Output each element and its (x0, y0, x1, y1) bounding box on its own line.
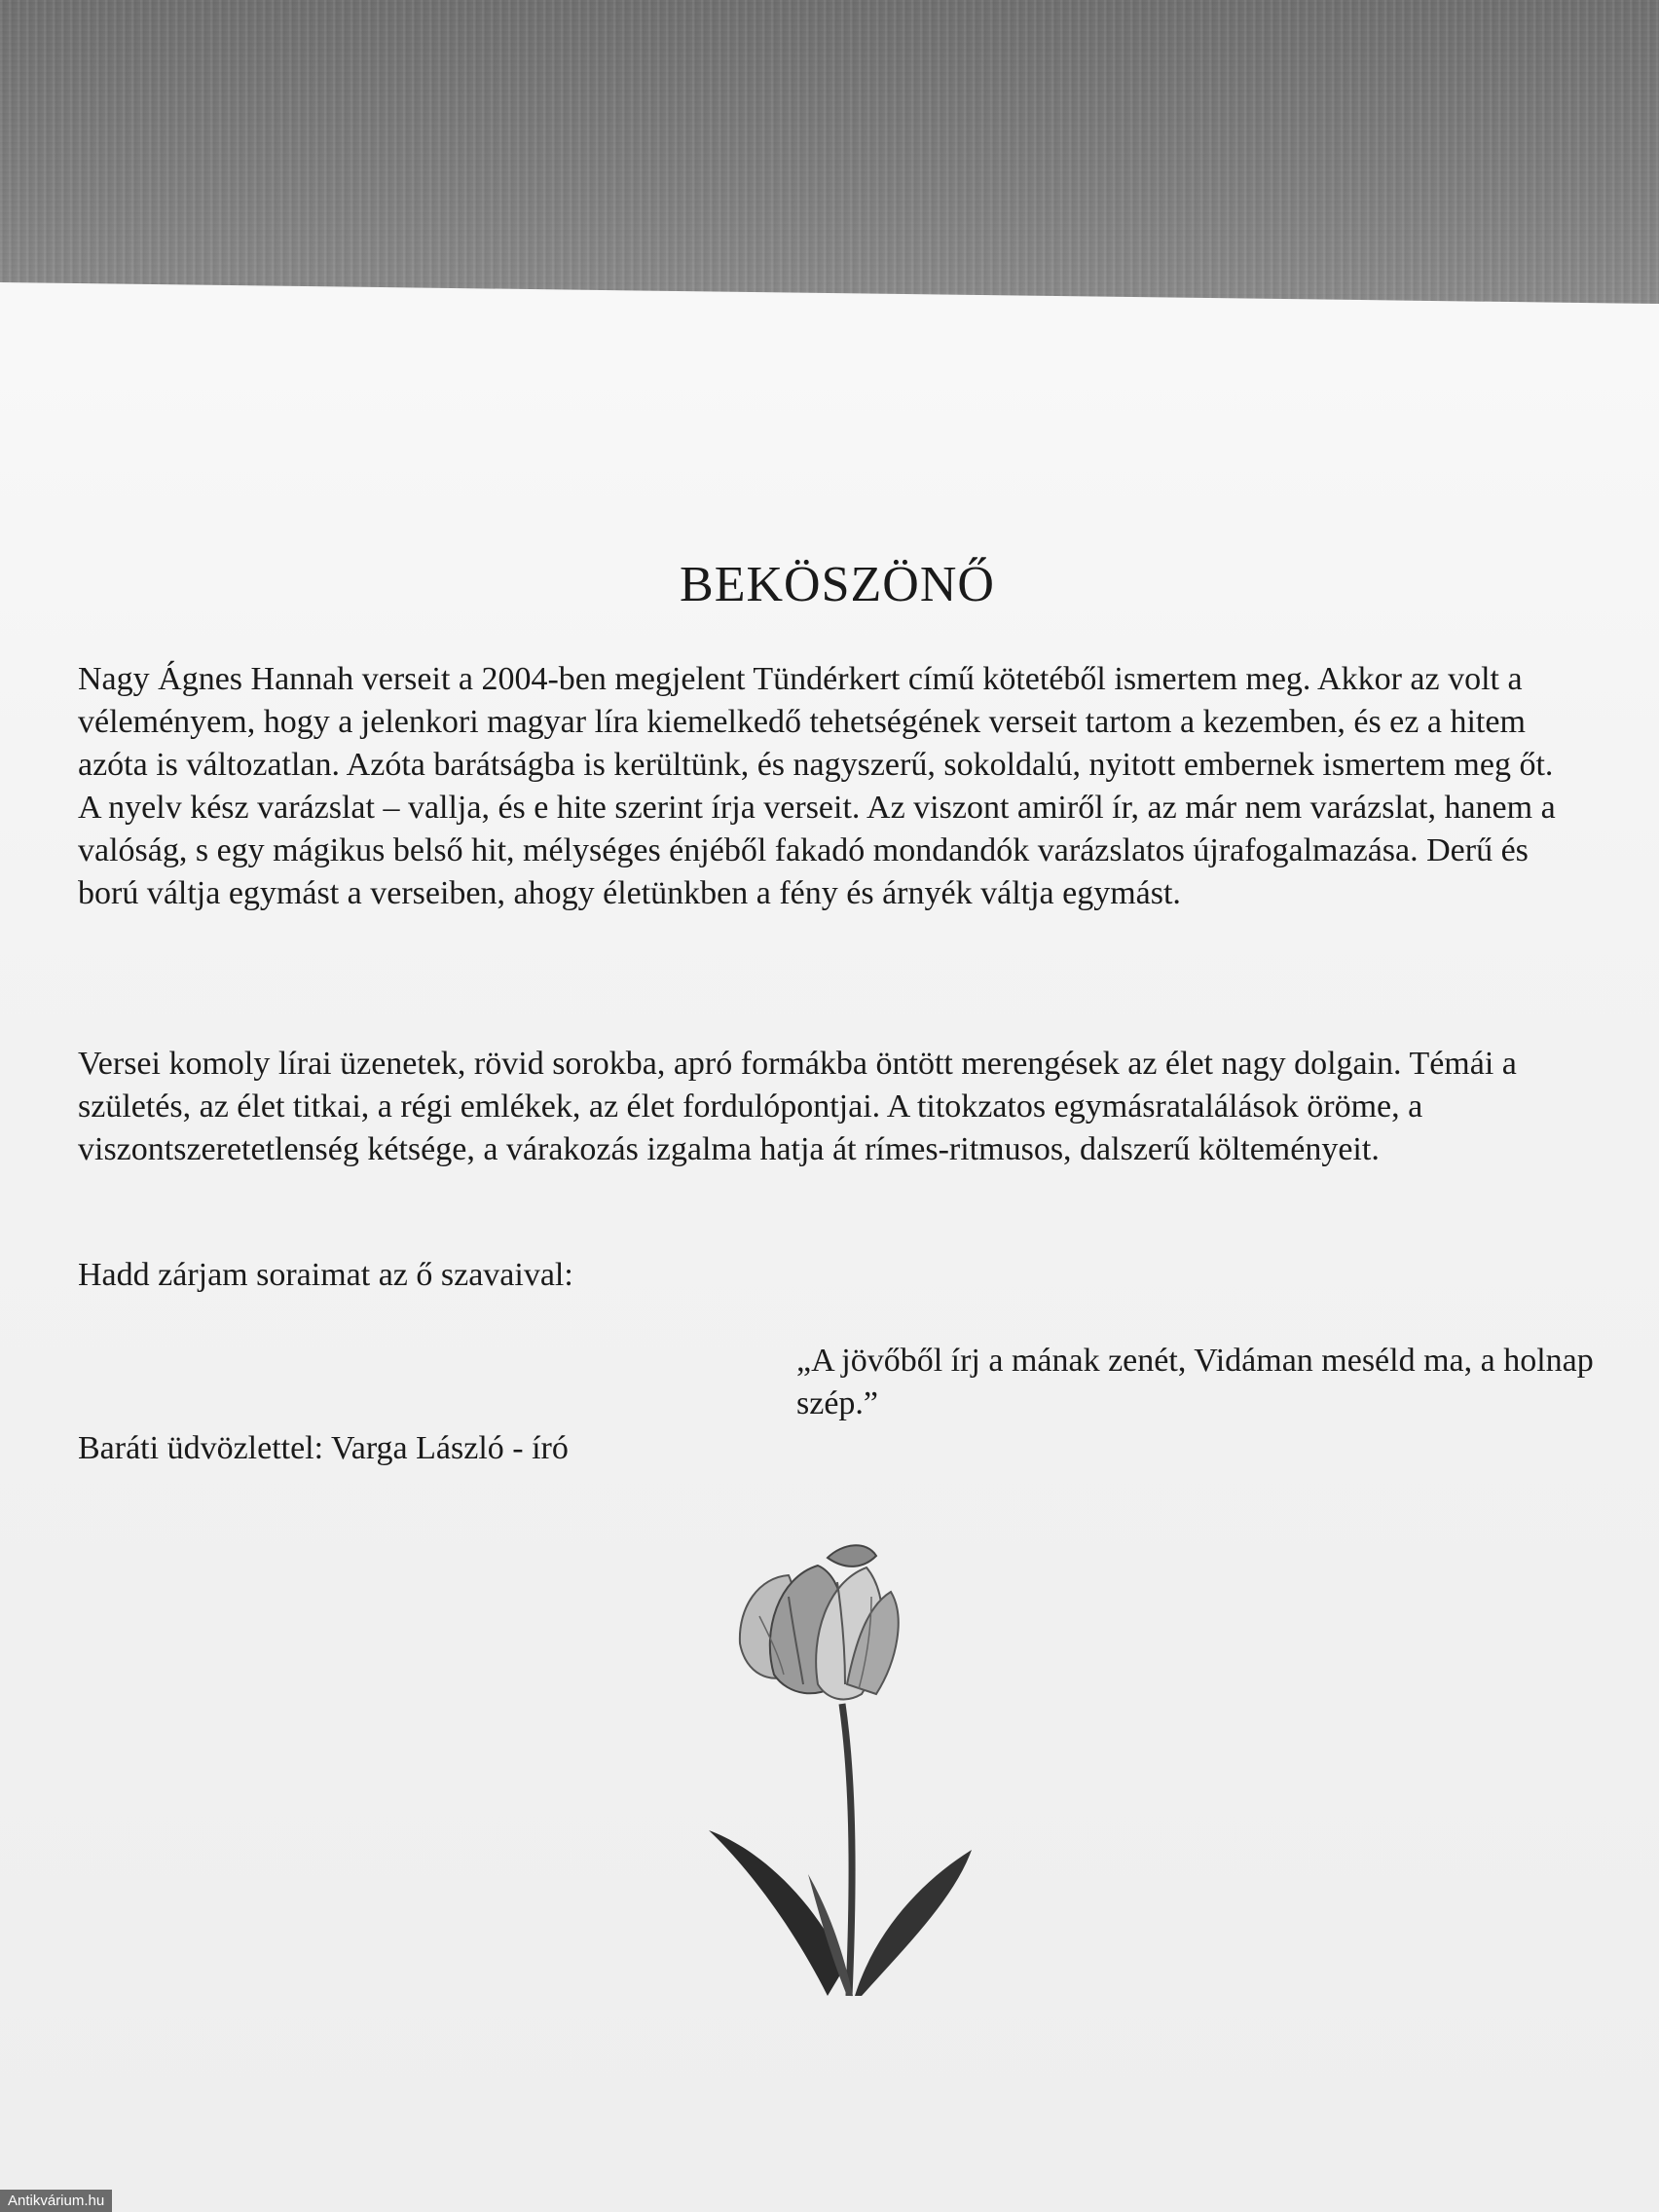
themes-paragraph: Versei komoly lírai üzenetek, rövid sorokba, apró formákba öntött merengések az élet nagy dolgain. Témái a születés, az élet titkai, a régi emlékek, az élet fordulópontjai. A titokzatos egymásratalálások öröme, a viszontszeretetlenség kétsége, a várakozás izgalma hatja át rímes-ritmusos, dalszerű költeményeit. (78, 1046, 1517, 1167)
page-title: BEKÖSZÖNŐ (680, 557, 995, 612)
closing-line: Hadd zárjam soraimat az ő szavaival: (78, 1257, 573, 1293)
poem-quote: „A jövőből írj a mának zenét, Vidáman meséld ma, a holnap szép.” (796, 1343, 1594, 1421)
watermark: Antikvárium.hu (0, 2190, 112, 2212)
intro-paragraph: Nagy Ágnes Hannah verseit a 2004-ben megjelent Tündérkert című kötetéből ismertem meg. Akkor az volt a véleményem, hogy a jelenkori magyar líra kiemelkedő tehetségének verseit tartom a kezemben, és ez a hitem azóta is változatlan. Azóta barátságba is kerültünk, és nagyszerű, sokoldalú, nyitott embernek ismertem meg őt. A nyelv kész varázslat – vallja, és e hite szerint írja verseit. Az viszont amiről ír, az már nem varázslat, hanem a valóság, s egy mágikus belső hit, mélységes énjéből fakadó mondandók varázslatos újrafogalmazása. Derű és ború váltja egymást a verseiben, ahogy életünkben a fény és árnyék váltja egymást. (78, 661, 1556, 911)
tulip-icon (682, 1538, 993, 2025)
signature-line: Baráti üdvözlettel: Varga László - író (78, 1430, 569, 1466)
photo-backdrop (0, 0, 1659, 312)
